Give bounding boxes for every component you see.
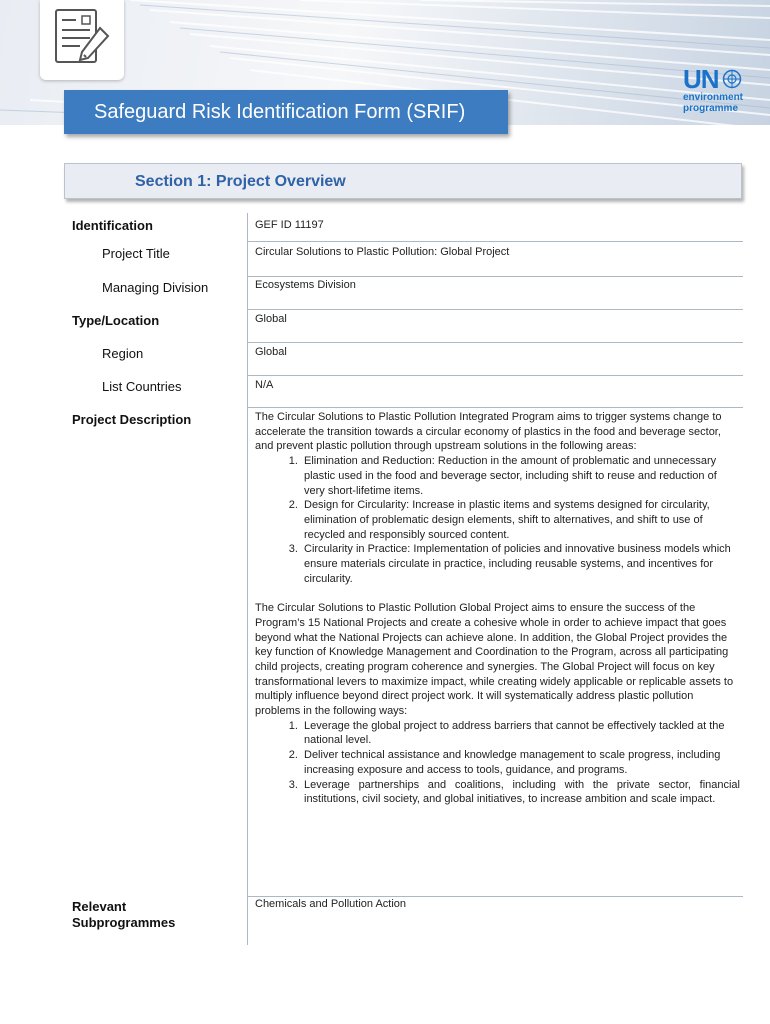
row-divider [247, 241, 743, 242]
list-countries-value: N/A [255, 379, 274, 391]
project-title-label: Project Title [102, 246, 170, 261]
form-icon-tile [40, 0, 124, 80]
row-divider [247, 407, 743, 408]
identification-value: GEF ID 11197 [255, 219, 324, 231]
managing-division-label: Managing Division [102, 280, 209, 295]
project-description-text [255, 410, 740, 807]
description-paragraph-2: The Circular Solutions to Plastic Pollution Global Project aims to ensure the success of the Program’s 15 National Projects and create a cohesive whole in order to achieve impact that goes beyond what the National Projects can achieve alone. In addition, the Global Project provides the key function of Knowledge Management and Coordination to the Program, across all participating child projects, creating program coherence and synergies. The Global Project will focus on key transformational levers to maximize impact, while creating widely applicable or replicable assets to multiply influence beyond direct project work. It will systematically address plastic pollution problems in the following ways: [255, 602, 734, 718]
project-description-label: Project Description [72, 412, 192, 427]
project-title-value: Circular Solutions to Plastic Pollution: Global Project [255, 246, 510, 258]
list-countries-label: List Countries [102, 379, 182, 394]
logo-line-1: environment [683, 92, 744, 103]
section-title: Section 1: Project Overview [135, 173, 346, 190]
region-label: Region [102, 346, 144, 361]
list-item: 2. Deliver technical assistance and knowledge management to scale progress, including increasing exposure and access to tools, guidance, and programs. [301, 748, 740, 777]
relevant-subprogrammes-label-line-1: Relevant [72, 899, 127, 914]
form-title: Safeguard Risk Identification Form (SRIF) [64, 90, 508, 134]
list-item: 1. Leverage the global project to address barriers that cannot be effectively tackled at the national level. [301, 719, 740, 748]
row-divider [247, 276, 743, 277]
row-divider [247, 309, 743, 310]
section-header [64, 163, 742, 199]
relevant-subprogrammes-label [72, 899, 175, 931]
type-location-value: Global [255, 313, 287, 325]
description-list-2 [255, 719, 740, 807]
list-item: 3. Leverage partnerships and coalitions, including with the private sector, financial institutions, civil society, and global initiatives, to increase ambition and scale impact. [301, 778, 740, 807]
managing-division-value: Ecosystems Division [255, 279, 356, 291]
description-paragraph-1: The Circular Solutions to Plastic Pollution Integrated Program aims to trigger systems change to accelerate the transition towards a circular economy of plastics in the food and beverage sector, and prevent plastic pollution through upstream solutions in the following areas: [255, 411, 722, 453]
relevant-subprogrammes-value: Chemicals and Pollution Action [255, 898, 407, 910]
un-logo-icon [722, 69, 742, 89]
identification-label: Identification [72, 218, 153, 233]
row-divider [247, 342, 743, 343]
description-list-1 [255, 454, 740, 586]
list-item: 2. Design for Circularity: Increase in plastic items and systems designed for circularity, elimination of problematic design elements, shift to alternatives, and shift to use of recycled and responsibly sourced content. [301, 498, 740, 542]
table-column-divider [247, 213, 248, 945]
list-item: 1. Elimination and Reduction: Reduction in the amount of problematic and unnecessary plastic used in the food and beverage sector, including shift to reuse and reduction of very short-lifetime items. [301, 454, 740, 498]
row-divider [247, 375, 743, 376]
row-divider [247, 896, 743, 897]
form-edit-icon [40, 0, 124, 80]
logo-un-text: UN [683, 64, 719, 94]
list-item: 3. Circularity in Practice: Implementation of policies and innovative business models which ensure materials circulate in practice, including reusable systems, and incentives for circularity. [301, 542, 740, 586]
relevant-subprogrammes-label-line-2: Subprogrammes [72, 915, 176, 930]
logo-line-2: programme [683, 103, 739, 114]
region-value: Global [255, 346, 287, 358]
type-location-label: Type/Location [72, 313, 160, 328]
un-environment-logo [683, 66, 763, 114]
